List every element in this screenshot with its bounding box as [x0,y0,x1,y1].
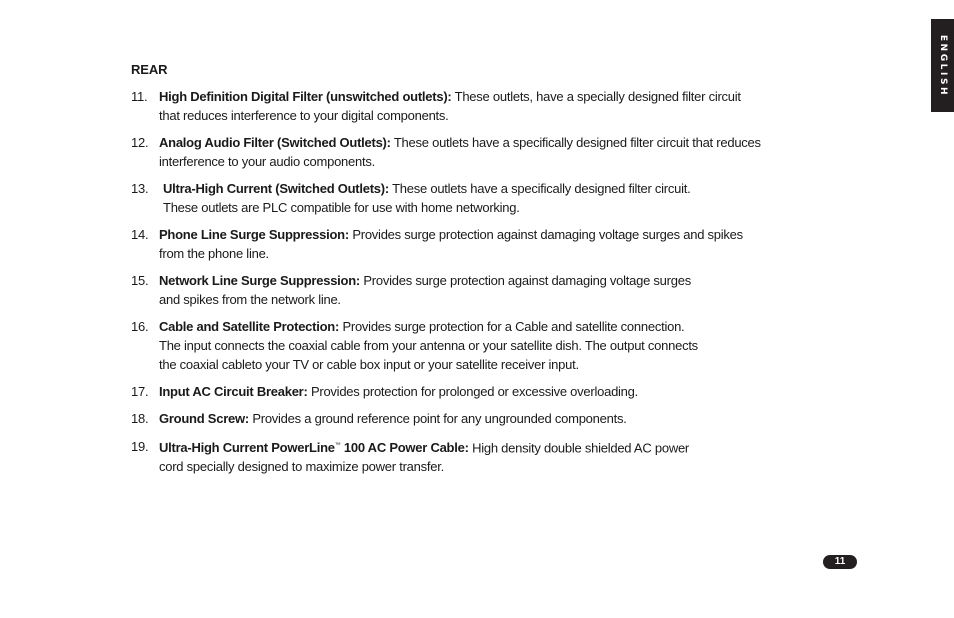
list-item [131,133,811,171]
item-body [159,225,811,263]
item-title: Network Line Surge Suppression: [159,273,361,288]
item-title: High Definition Digital Filter (unswitched outlets): [159,89,452,104]
item-title: Input AC Circuit Breaker: [159,384,308,399]
language-tab-label: ENGLISH [937,34,948,97]
item-number: 15. [131,273,149,288]
item-text: cord specially designed to maximize power transfer. [159,459,444,475]
item-text: that reduces interference to your digital components. [159,108,449,123]
item-body [159,87,811,125]
item-body [159,382,811,401]
item-text: These outlets have a specifically designed filter circuit that reduces [393,135,761,150]
item-body [159,317,811,374]
item-text: from the phone line. [159,246,269,261]
list-item [131,87,811,125]
item-number: 17. [131,384,149,399]
item-body [163,179,811,217]
list-item [131,382,811,401]
item-line [163,179,811,198]
item-title: Cable and Satellite Protection: [159,319,340,334]
item-title: Analog Audio Filter (Switched Outlets): [159,135,391,150]
item-number: 12. [131,135,149,150]
item-line [159,225,811,244]
item-title-part: 100 AC Power Cable: [340,440,469,456]
item-title: Phone Line Surge Suppression: [159,227,349,242]
item-line [159,87,811,106]
item-title [159,440,469,455]
item-body [159,133,811,171]
item-text: These outlets are PLC compatible for use with home networking. [163,200,520,215]
item-text: the coaxial cableto your TV or cable box input or your satellite receiver input. [159,357,579,372]
list-item [131,317,811,374]
item-line [159,382,811,401]
item-title-part: Ultra-High Current PowerLine [159,440,335,456]
item-text: interference to your audio components. [159,154,375,169]
item-number: 19. [131,439,149,454]
item-number: 11. [131,89,148,104]
item-line [159,133,811,152]
item-text: The input connects the coaxial cable from your antenna or your satellite dish. The output connects [159,338,698,353]
section-heading: REAR [131,62,168,77]
item-number: 13. [131,181,149,196]
item-line [159,317,811,336]
list-item [131,271,811,309]
item-body [159,409,811,428]
item-body [159,437,811,476]
item-text: and spikes from the network line. [159,292,341,307]
item-number: 18. [131,411,149,426]
item-number: 16. [131,319,149,334]
item-text: Provides protection for prolonged or excessive overloading. [310,384,639,399]
page-number: 11 [823,555,857,569]
item-text: Provides surge protection for a Cable and satellite connection. [342,319,685,334]
item-title: Ultra-High Current (Switched Outlets): [163,181,389,196]
item-text: Provides surge protection against damaging voltage surges [363,273,691,288]
trademark-symbol: ™ [334,443,341,449]
list-item [131,225,811,263]
item-line [159,409,811,428]
item-text: High density double shielded AC power [472,440,690,456]
item-text: Provides a ground reference point for any ungrounded components. [252,411,627,426]
item-text: These outlets, have a specially designed filter circuit [454,89,741,104]
item-body [159,271,811,309]
item-title: Ground Screw: [159,411,249,426]
list-item [131,437,811,476]
item-line [159,437,811,457]
item-number: 14. [131,227,149,242]
list-item [131,179,811,217]
list-item [131,409,811,428]
item-text: These outlets have a specifically designed filter circuit. [392,181,691,196]
item-line [159,271,811,290]
item-text: Provides surge protection against damaging voltage surges and spikes [352,227,743,242]
language-tab [931,19,954,112]
